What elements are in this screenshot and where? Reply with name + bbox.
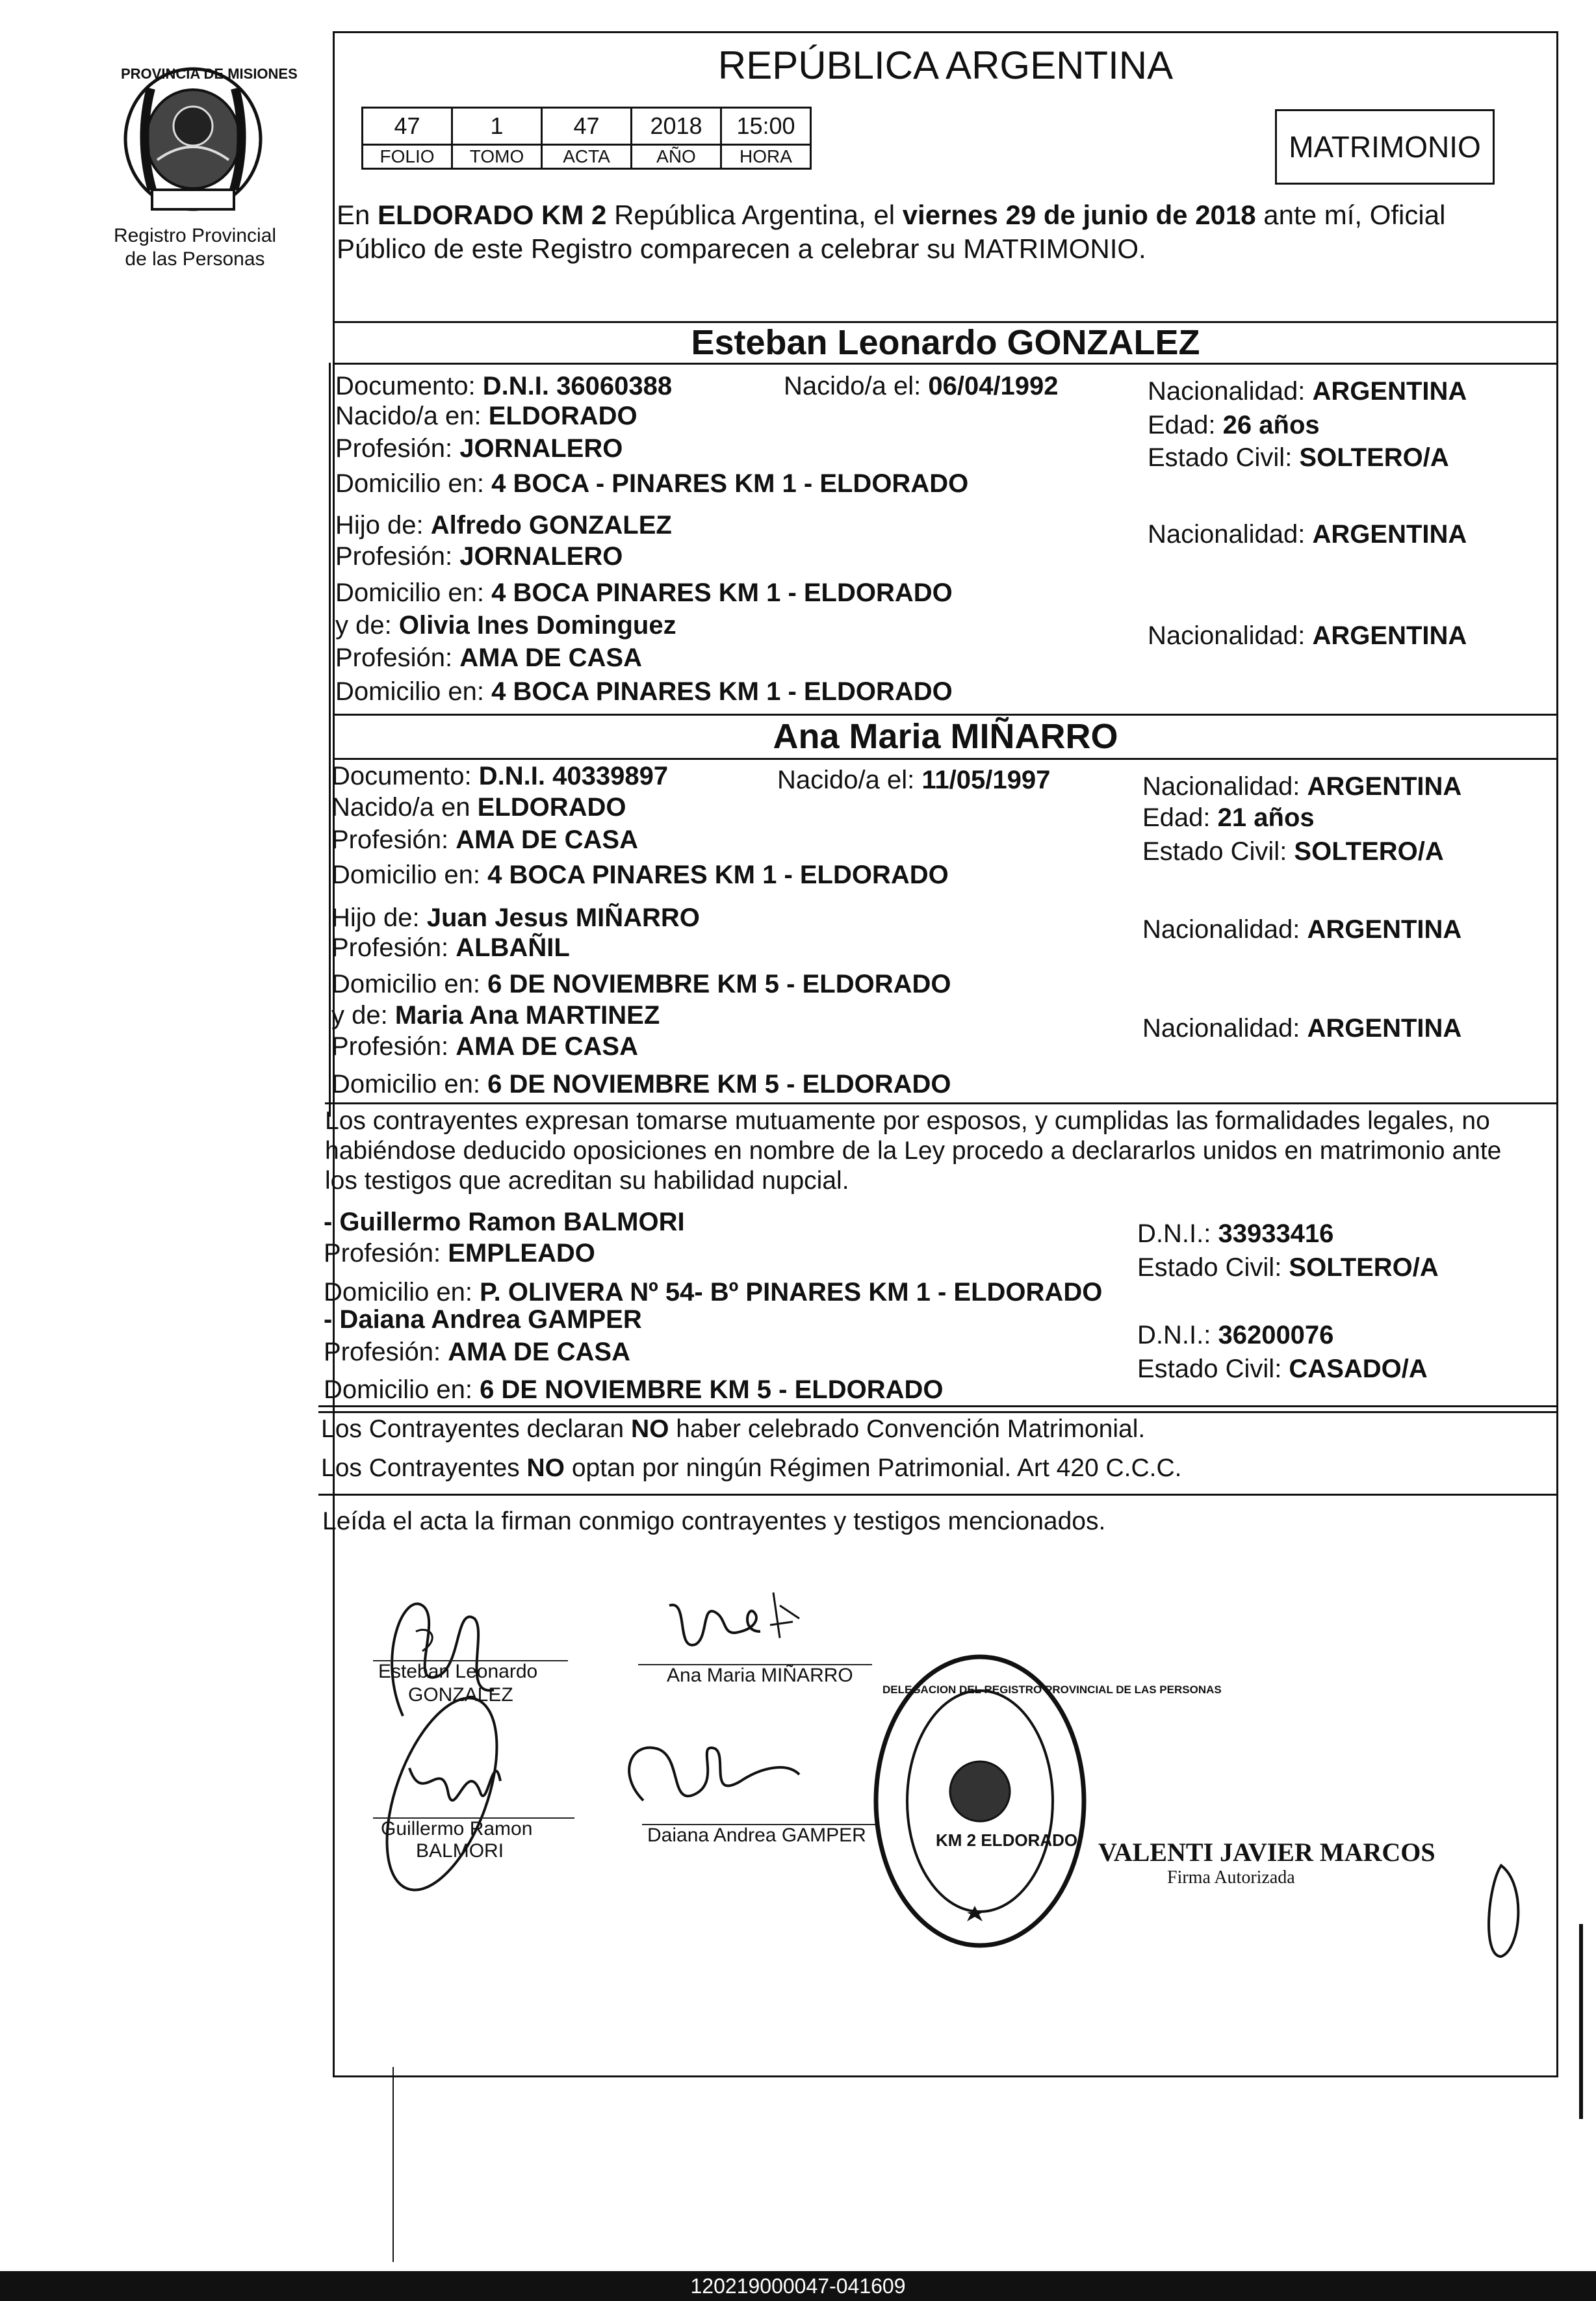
witness2-dni (1137, 1320, 1333, 1351)
label: Estado Civil: (1148, 443, 1300, 472)
signature-witness2 (617, 1722, 812, 1826)
label: Nacionalidad: (1142, 1014, 1307, 1043)
spouse2-nationality (1142, 771, 1461, 802)
label: Domicilio en: (331, 970, 488, 998)
witness2-domicile (324, 1374, 943, 1405)
part: optan por ningún Régimen Patrimonial. Art 420 C.C.C. (565, 1454, 1182, 1482)
spouse2-father-profession (331, 932, 570, 963)
value: AMA DE CASA (456, 826, 638, 854)
witness1-dni (1137, 1218, 1333, 1249)
spouse2-profession (331, 824, 638, 855)
label: Estado Civil: (1142, 837, 1294, 866)
spouse2-mother-profession (331, 1031, 638, 1062)
stamp-lettering: DELEGACION DEL REGISTRO PROVINCIAL DE LAS PERSONAS (882, 1684, 1222, 1696)
value: ARGENTINA (1312, 377, 1467, 406)
official-name: VALENTI JAVIER MARCOS (1098, 1838, 1435, 1867)
value: EMPLEADO (448, 1239, 595, 1268)
hora-label: HORA (721, 145, 811, 169)
signature-witness1-label2: BALMORI (416, 1840, 504, 1862)
registry-seal (112, 62, 298, 218)
spouse2-birthplace (331, 792, 626, 823)
label: Profesión: (324, 1338, 448, 1366)
spouse1-domicile (335, 468, 968, 499)
spouse2-age (1142, 802, 1315, 833)
witness1-domicile (324, 1277, 1102, 1308)
declaration-line2: habiéndose deducido oposiciones en nombre de la Ley procedo a declararlos unidos en matrimonio ante (325, 1137, 1502, 1165)
label: Domicilio en: (324, 1375, 480, 1404)
value: 4 BOCA PINARES KM 1 - ELDORADO (491, 578, 953, 607)
value: ELDORADO (488, 402, 637, 430)
value: SOLTERO/A (1299, 443, 1449, 472)
label: y de: (335, 611, 399, 640)
divider (333, 363, 1558, 365)
value: D.N.I. 40339897 (478, 762, 669, 790)
intro-part1: En (337, 200, 378, 230)
label: Nacionalidad: (1142, 915, 1307, 944)
value: AMA DE CASA (459, 644, 642, 672)
footer-bar (0, 2271, 1596, 2301)
label: Edad: (1142, 803, 1218, 832)
spouse1-birthplace (335, 400, 637, 432)
value: SOLTERO/A (1289, 1253, 1439, 1282)
acta-label: ACTA (542, 145, 632, 169)
value: D.N.I. 36060388 (482, 372, 673, 400)
spouse1-father-profession (335, 541, 623, 572)
convention-line2 (321, 1453, 1182, 1483)
divider (318, 1405, 1558, 1413)
part: haber celebrado Convención Matrimonial. (669, 1415, 1146, 1443)
label: Nacionalidad: (1142, 772, 1307, 801)
hora-value: 15:00 (721, 108, 811, 145)
witness1-civil-status (1137, 1252, 1439, 1283)
signature-spouse2 (650, 1580, 819, 1664)
value: Olivia Ines Dominguez (398, 611, 676, 640)
spouse2-civil-status (1142, 836, 1444, 867)
official-signature-loop (1475, 1859, 1527, 1963)
spouse1-father-nationality (1148, 519, 1467, 550)
witness2-profession (324, 1336, 630, 1368)
divider (333, 714, 1558, 716)
label: Estado Civil: (1137, 1355, 1289, 1383)
value: 21 años (1217, 803, 1315, 832)
spouse1-mother-nationality (1148, 620, 1467, 651)
intro-part2: República Argentina, el (606, 200, 903, 230)
spouse1-document (335, 370, 672, 402)
witness2-civil-status (1137, 1353, 1428, 1384)
spouse2-birthdate (777, 764, 1050, 796)
divider (318, 1494, 1558, 1496)
intro-part3: ante mí, Oficial (1255, 200, 1446, 230)
registry-name-line1: Registro Provincial (113, 225, 277, 246)
label: Hijo de: (335, 511, 431, 540)
signature-spouse1-label2: GONZALEZ (408, 1684, 513, 1706)
value: JORNALERO (459, 542, 623, 571)
label: Edad: (1148, 411, 1223, 439)
value: ARGENTINA (1312, 520, 1467, 549)
label: Profesión: (331, 933, 456, 962)
value: P. OLIVERA Nº 54- Bº PINARES KM 1 - ELDORADO (480, 1278, 1103, 1306)
label: y de: (331, 1001, 395, 1030)
witness1-profession (324, 1238, 595, 1269)
declaration-line1: Los contrayentes expresan tomarse mutuamente por esposos, y cumplidas las formalidades legales, no (325, 1107, 1490, 1135)
value: 4 BOCA PINARES KM 1 - ELDORADO (487, 861, 949, 889)
label: Nacido/a en (331, 793, 478, 822)
value: ARGENTINA (1307, 1014, 1462, 1043)
label: Nacionalidad: (1148, 520, 1313, 549)
value: 26 años (1222, 411, 1320, 439)
label: Nacido/a el: (777, 766, 922, 794)
signature-spouse1-label1: Esteban Leonardo (378, 1661, 538, 1682)
signature-spouse2-label: Ana Maria MIÑARRO (667, 1665, 853, 1686)
label: Profesión: (331, 1032, 456, 1061)
spouse2-document (331, 760, 668, 792)
spouse2-mother-nationality (1142, 1013, 1461, 1044)
label: Documento: (331, 762, 479, 790)
value: 06/04/1992 (928, 372, 1059, 400)
label: Domicilio en: (335, 469, 492, 498)
label: Domicilio en: (335, 578, 492, 607)
label: Profesión: (335, 542, 460, 571)
value: JORNALERO (459, 434, 623, 463)
value: ELDORADO (477, 793, 626, 822)
spouse1-mother-profession (335, 642, 642, 673)
seal-lettering: PROVINCIA DE MISIONES (121, 66, 298, 82)
spouse1-profession (335, 433, 623, 464)
value: ALBAÑIL (456, 933, 570, 962)
spouse2-father-domicile (331, 968, 951, 1000)
spouse1-age (1148, 410, 1320, 441)
part: Los Contrayentes (321, 1454, 527, 1482)
divider (325, 1102, 1558, 1104)
label: Estado Civil: (1137, 1253, 1289, 1282)
value: 4 BOCA - PINARES KM 1 - ELDORADO (491, 469, 969, 498)
scan-mark (1579, 1924, 1583, 2119)
label: Profesión: (335, 434, 460, 463)
label: Profesión: (335, 644, 460, 672)
footer-code: 120219000047-041609 (690, 2274, 906, 2298)
signature-witness1-label1: Guillermo Ramon (381, 1818, 533, 1840)
page-title: REPÚBLICA ARGENTINA (717, 44, 1174, 87)
tomo-label: TOMO (452, 145, 542, 169)
folio-label: FOLIO (363, 145, 452, 169)
value: SOLTERO/A (1294, 837, 1444, 866)
spouse2-domicile (331, 859, 949, 890)
official-title: Firma Autorizada (1167, 1867, 1295, 1888)
intro-date: viernes 29 de junio de 2018 (902, 200, 1256, 230)
closing-text: Leída el acta la firman conmigo contrayentes y testigos mencionados. (322, 1507, 1106, 1535)
label: D.N.I.: (1137, 1219, 1218, 1248)
label: Nacionalidad: (1148, 377, 1313, 406)
signature-witness1 (364, 1690, 559, 1904)
emphasis: NO (630, 1415, 669, 1443)
value: CASADO/A (1289, 1355, 1428, 1383)
act-type: MATRIMONIO (1289, 130, 1481, 164)
label: Domicilio en: (324, 1278, 480, 1306)
emphasis: NO (526, 1454, 565, 1482)
anio-value: 2018 (632, 108, 721, 145)
spouse2-father (331, 902, 700, 933)
spouse1-father-domicile (335, 577, 953, 608)
spouse1-father (335, 510, 672, 541)
spouse1-mother (335, 610, 676, 641)
folio-value: 47 (363, 108, 452, 145)
label: Nacido/a el: (784, 372, 929, 400)
intro-line2: Público de este Registro comparecen a celebrar su MATRIMONIO. (337, 233, 1146, 264)
label: Profesión: (324, 1239, 448, 1268)
intro-line1 (337, 199, 1445, 231)
anio-label: AÑO (632, 145, 721, 169)
label: Documento: (335, 372, 483, 400)
label: Domicilio en: (331, 1070, 488, 1098)
acta-value: 47 (542, 108, 632, 145)
spouse2-mother-domicile (331, 1069, 951, 1100)
label: Domicilio en: (335, 677, 492, 706)
label: Nacionalidad: (1148, 621, 1313, 650)
value: 6 DE NOVIEMBRE KM 5 - ELDORADO (487, 970, 951, 998)
label: D.N.I.: (1137, 1321, 1218, 1349)
value: 4 BOCA PINARES KM 1 - ELDORADO (491, 677, 953, 706)
value: 11/05/1997 (921, 766, 1051, 794)
spouse1-birthdate (784, 370, 1059, 402)
margin-line (329, 363, 331, 1117)
signature-witness2-label: Daiana Andrea GAMPER (647, 1825, 866, 1846)
spouse1-civil-status (1148, 442, 1449, 473)
declaration-line3: los testigos que acreditan su habilidad nupcial. (325, 1167, 849, 1195)
convention-line1 (321, 1414, 1145, 1444)
record-table (361, 107, 812, 170)
label: Profesión: (331, 826, 456, 854)
label: Domicilio en: (331, 861, 488, 889)
value: Juan Jesus MIÑARRO (426, 904, 700, 932)
value: ARGENTINA (1307, 772, 1462, 801)
intro-place: ELDORADO KM 2 (378, 200, 607, 230)
stamp-center: KM 2 ELDORADO (936, 1830, 1078, 1850)
part: Los Contrayentes declaran (321, 1415, 631, 1443)
value: AMA DE CASA (456, 1032, 638, 1061)
spouse2-father-nationality (1142, 914, 1461, 945)
label: Hijo de: (331, 904, 427, 932)
value: 6 DE NOVIEMBRE KM 5 - ELDORADO (487, 1070, 951, 1098)
value: ARGENTINA (1307, 915, 1462, 944)
value: 6 DE NOVIEMBRE KM 5 - ELDORADO (480, 1375, 944, 1404)
label: Nacido/a en: (335, 402, 489, 430)
spouse2-name: Ana Maria MIÑARRO (773, 717, 1118, 756)
value: ARGENTINA (1312, 621, 1467, 650)
witness1-name: - Guillermo Ramon BALMORI (324, 1208, 685, 1236)
scan-mark (393, 2067, 394, 2262)
spouse1-name: Esteban Leonardo GONZALEZ (691, 323, 1200, 362)
spouse2-mother (331, 1000, 660, 1031)
tomo-value: 1 (452, 108, 542, 145)
divider (333, 758, 1558, 760)
registry-name-line2: de las Personas (125, 248, 265, 270)
value: AMA DE CASA (448, 1338, 630, 1366)
value: Maria Ana MARTINEZ (394, 1001, 660, 1030)
witness2-name: - Daiana Andrea GAMPER (324, 1305, 642, 1334)
value: 33933416 (1218, 1219, 1334, 1248)
value: 36200076 (1218, 1321, 1334, 1349)
spouse1-nationality (1148, 376, 1467, 407)
value: Alfredo GONZALEZ (430, 511, 672, 540)
spouse1-mother-domicile (335, 676, 953, 707)
